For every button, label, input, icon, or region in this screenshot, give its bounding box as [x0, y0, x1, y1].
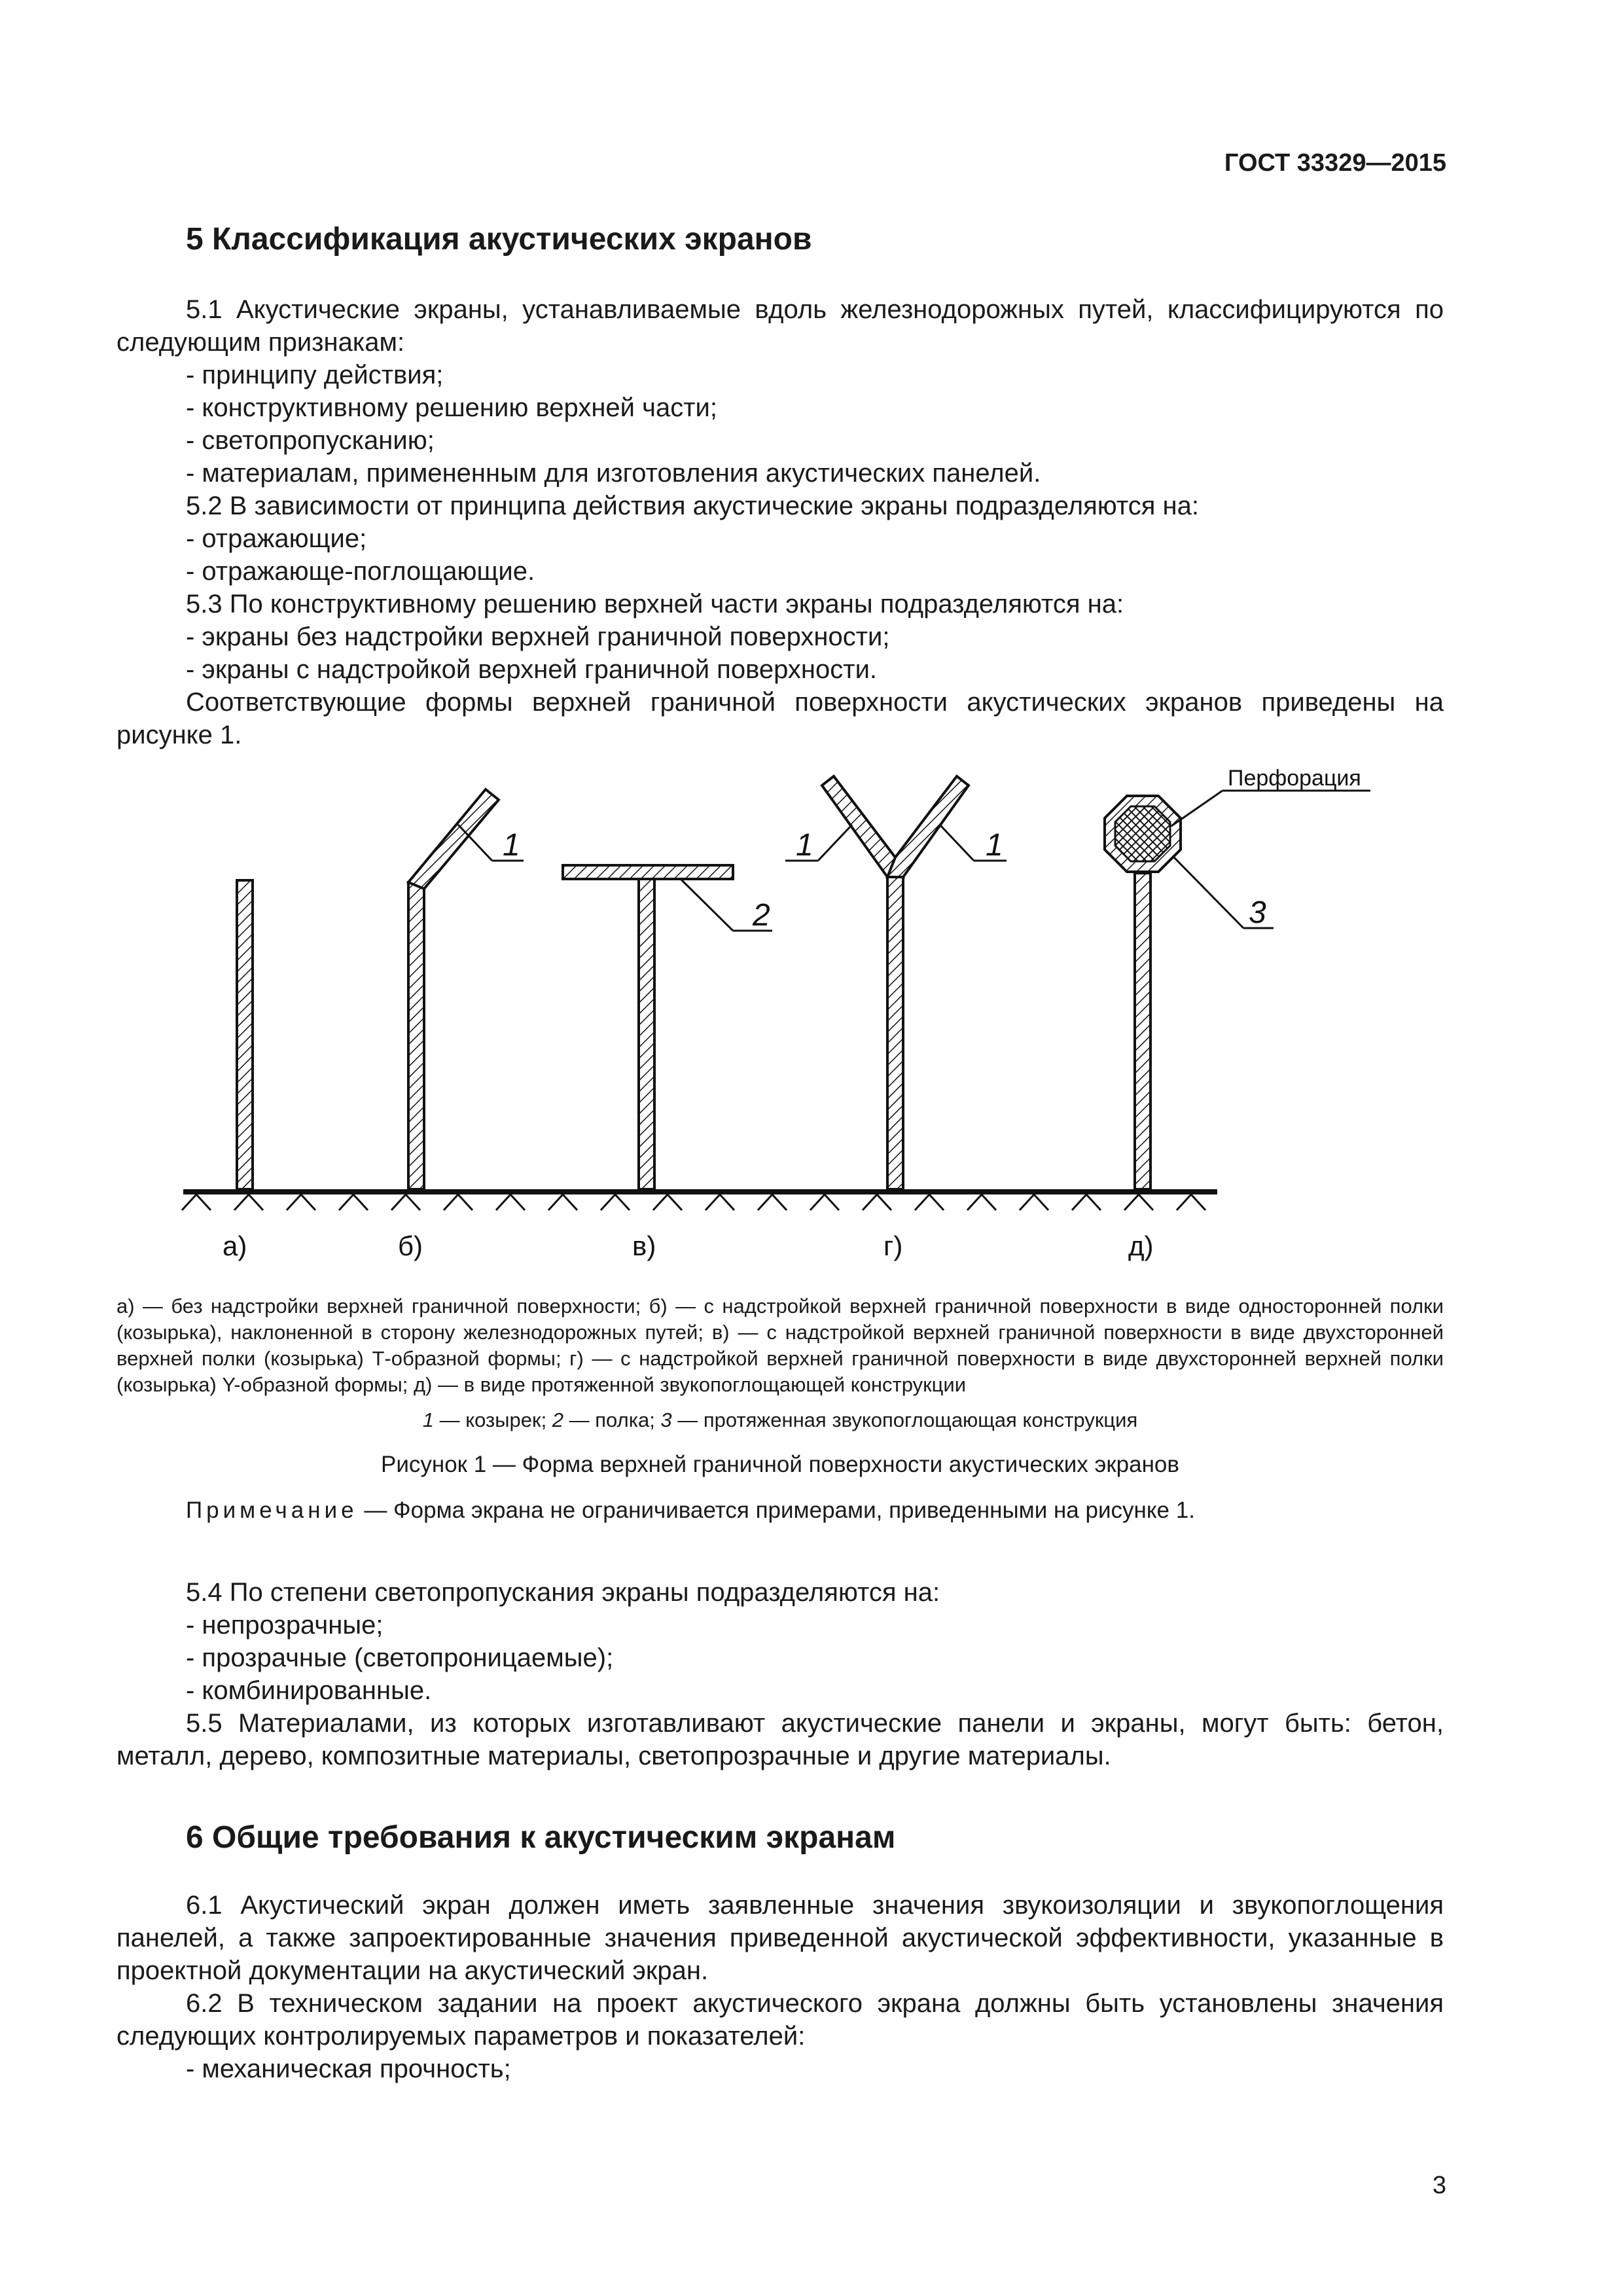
paragraph-6-2: 6.2 В техническом задании на проект акустического экрана должны быть установлены значения следующих контролируемых параметров и показателей: — [116, 1989, 1444, 2051]
standard-code: ГОСТ 33329—2015 — [1224, 149, 1446, 177]
screen-v-post — [639, 879, 654, 1189]
callout-1-g-left: 1 — [796, 828, 813, 863]
note-text: — Форма экрана не ограничивается примерами, приведенными на рисунке 1. — [357, 1498, 1195, 1523]
section-5-title: 5 Классификация акустических экранов — [186, 222, 812, 257]
screen-g-post — [887, 877, 903, 1189]
list-item: - материалам, примененным для изготовления акустических панелей. — [186, 459, 1041, 488]
list-item: - комбинированные. — [186, 1676, 432, 1705]
panel-label-v: в) — [632, 1230, 656, 1261]
callout-leader — [818, 825, 852, 861]
key-3-number: 3 — [660, 1408, 672, 1431]
screen-b-canopy — [408, 789, 499, 889]
key-2-text: — полка; — [563, 1408, 661, 1431]
list-item: - отражающе-поглощающие. — [186, 557, 535, 586]
callout-1-b: 1 — [503, 828, 520, 863]
key-1-number: 1 — [422, 1408, 434, 1431]
figure-title: Рисунок 1 — Форма верхней граничной поверхности акустических экранов — [380, 1452, 1179, 1477]
figure-1-diagram — [0, 753, 1623, 1276]
paragraph-6-1: 6.1 Акустический экран должен иметь заявленные значения звукоизоляции и звукопоглощения панелей, а также запроектированные значения приведенной акустической эффективности, указанные в проектной документации на акустический экран. — [116, 1891, 1444, 1985]
page-number: 3 — [1432, 2172, 1446, 2199]
key-1-text: — козырек; — [434, 1408, 552, 1431]
list-item: - светопропусканию; — [186, 426, 435, 455]
callout-leader — [1173, 856, 1243, 928]
panel-label-b: б) — [398, 1230, 423, 1261]
list-item: - непрозрачные; — [186, 1611, 383, 1640]
callout-leader — [940, 825, 974, 861]
list-item: - экраны без надстройки верхней граничной поверхности; — [186, 622, 890, 651]
list-item: - отражающие; — [186, 524, 367, 553]
paragraph-5-5: 5.5 Материалами, из которых изготавливают акустические панели и экраны, могут быть: бетон, металл, дерево, композитные материалы, светопрозрачные и другие материалы. — [116, 1709, 1444, 1770]
screen-g-left-arm — [822, 776, 903, 877]
screen-d-post — [1135, 873, 1150, 1189]
section-6-title: 6 Общие требования к акустическим экранам — [186, 1820, 896, 1855]
list-item: - принципу действия; — [186, 361, 444, 389]
paragraph-5-4: 5.4 По степени светопропускания экраны подразделяются на: — [186, 1578, 940, 1607]
screen-b-post — [408, 882, 424, 1189]
panel-label-a: а) — [223, 1230, 247, 1261]
paragraph-5-1: 5.1 Акустические экраны, устанавливаемые вдоль железнодорожных путей, классифицируются по следующим признакам: — [116, 295, 1444, 357]
callout-3: 3 — [1249, 895, 1266, 930]
figure-note — [116, 1496, 1444, 1525]
section-5 — [116, 220, 1444, 751]
list-item: - экраны с надстройкой верхней граничной поверхности. — [186, 655, 878, 684]
figure-caption-description: а) — без надстройки верхней граничной поверхности; б) — с надстройкой верхней граничной поверхности в виде односторонней полки (козырька), наклоненной в сторону железнодорожных путей; в) — с надстройкой верхней граничной поверхности в виде двухсторонней верхней полки (козырька) Т-образной формы; г) — с надстройкой верхней граничной поверхности в виде двухсторонней верхней полки (козырька) Y-образной формы; д) — в виде протяженной звукопоглощающей конструкции — [116, 1295, 1444, 1396]
ground-hatching — [182, 1194, 1205, 1210]
paragraph-5-2: 5.2 В зависимости от принципа действия акустические экраны подразделяются на: — [186, 492, 1199, 520]
key-3-text: — протяженная звукопоглощающая конструкция — [671, 1408, 1138, 1431]
section-6 — [116, 1818, 1444, 2085]
ground-line — [183, 1189, 1217, 1194]
screen-g-right-arm — [887, 776, 969, 877]
callout-1-g-right: 1 — [986, 828, 1003, 863]
list-item: - конструктивному решению верхней части; — [186, 393, 717, 422]
screen-a-post — [237, 880, 253, 1189]
panel-label-g: г) — [883, 1230, 903, 1261]
paragraph-5-3: 5.3 По конструктивному решению верхней части экраны подразделяются на: — [186, 590, 1124, 619]
screen-d-perforated-core — [1115, 806, 1170, 861]
figure-1-caption-block — [116, 1293, 1444, 1525]
paragraph-5-3-tail: Соответствующие формы верхней граничной поверхности акустических экранов приведены на рисунке 1. — [116, 688, 1444, 749]
callout-leader — [681, 879, 733, 931]
perforation-leader — [1171, 791, 1222, 826]
list-item: - прозрачные (светопроницаемые); — [186, 1643, 614, 1672]
panel-label-d: д) — [1128, 1230, 1154, 1261]
perforation-label: Перфорация — [1228, 766, 1361, 791]
callout-2: 2 — [753, 898, 770, 933]
key-2-number: 2 — [552, 1408, 564, 1431]
screen-v-shelf — [563, 865, 733, 879]
list-item: - механическая прочность; — [186, 2054, 511, 2083]
figure-keys — [116, 1407, 1444, 1433]
section-5-continued — [116, 1576, 1444, 1772]
note-label: Примечание — [186, 1498, 358, 1523]
